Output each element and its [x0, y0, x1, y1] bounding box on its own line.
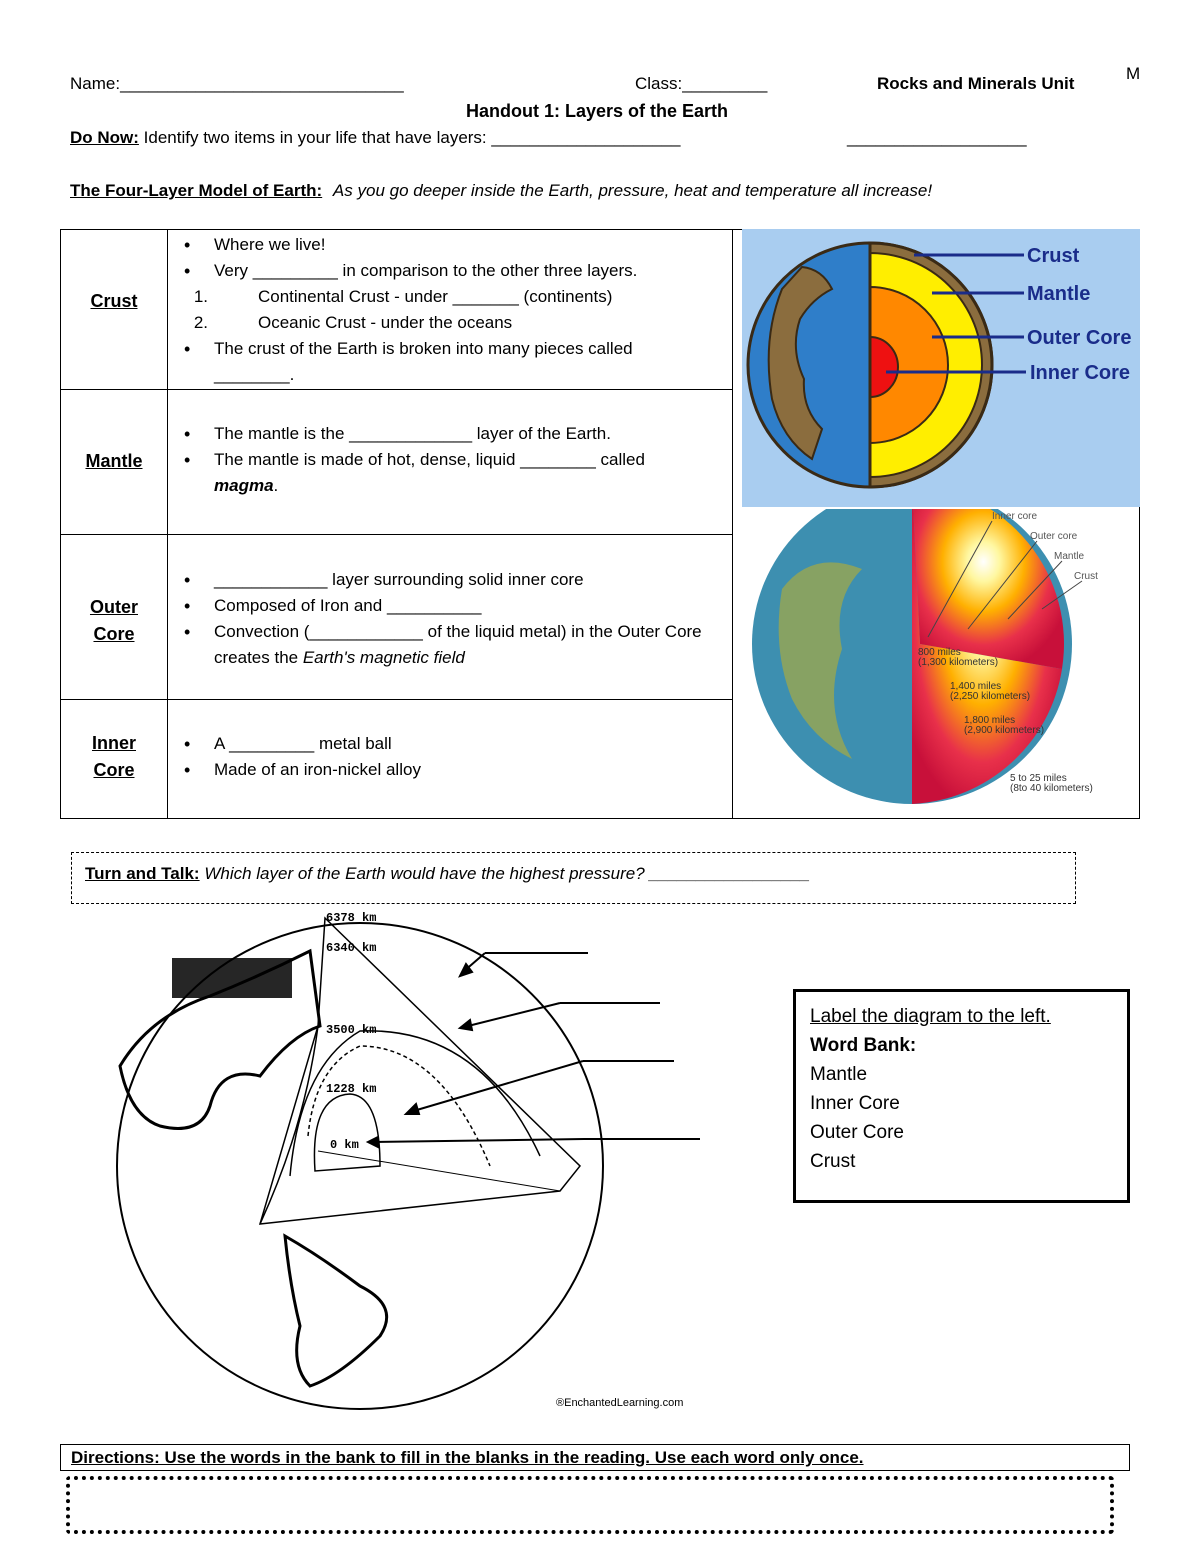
- row-label-mantle: Mantle: [85, 451, 143, 471]
- list-item[interactable]: • The mantle is the _____________ layer of the Earth.: [176, 421, 716, 447]
- list-item[interactable]: [176, 447, 669, 499]
- cutaway-outline: [260, 918, 580, 1224]
- depth-label: 5 to 25 miles: [1010, 773, 1067, 784]
- earth-layers-diagram: [742, 229, 1140, 507]
- label-inner-core: Inner core: [992, 511, 1038, 522]
- corner-mark: M: [1126, 64, 1141, 83]
- list-item-text: Convection (____________ of the liquid metal) in the Outer Core creates the: [214, 622, 702, 667]
- pointer-arrow: [410, 1061, 583, 1112]
- depth-label: (2,900 kilometers): [964, 725, 1045, 736]
- word-bank: [793, 989, 1130, 1203]
- table-divider: [61, 699, 732, 700]
- label-crust: Crust: [1074, 571, 1098, 582]
- label-line: Core: [93, 760, 135, 780]
- word-bank-item: Crust: [810, 1151, 856, 1172]
- list-item: • Made of an iron-nickel alloy: [176, 757, 716, 783]
- crust-notes: [176, 232, 716, 388]
- radius-line: [318, 1151, 560, 1191]
- list-item-text: Oceanic Crust - under the oceans: [258, 313, 513, 332]
- radius-label: 3500 km: [326, 1023, 377, 1037]
- word-bank-item: Outer Core: [810, 1122, 904, 1143]
- radius-label: 0 km: [330, 1138, 359, 1152]
- model-label: The Four-Layer Model of Earth:: [70, 181, 323, 200]
- depth-label: (2,250 kilometers): [950, 691, 1031, 702]
- word-bank-instruction: Label the diagram to the left.: [810, 1006, 1051, 1027]
- row-label-inner-core: [61, 730, 167, 784]
- do-now-text[interactable]: Identify two items in your life that have layers: ____________________: [143, 128, 681, 147]
- list-item[interactable]: • Very _________ in comparison to the other three layers.: [176, 258, 716, 284]
- islands-shape: [172, 958, 292, 998]
- word-bank-title: Word Bank:: [810, 1035, 917, 1056]
- list-item: 2. Oceanic Crust - under the oceans: [176, 310, 716, 336]
- table-divider: [61, 534, 732, 535]
- word-bank-item: Mantle: [810, 1064, 868, 1085]
- label-crust: Crust: [1027, 245, 1080, 267]
- unit-title: Rocks and Minerals Unit: [877, 74, 1075, 93]
- mantle-notes: [176, 421, 716, 499]
- model-text: As you go deeper inside the Earth, pressure, heat and temperature all increase!: [332, 181, 933, 200]
- south-america-outline: [285, 1236, 387, 1386]
- word-bank-item: Inner Core: [810, 1093, 900, 1114]
- outer-core-notes: [176, 567, 716, 671]
- depth-label: 1,800 miles: [964, 715, 1016, 726]
- arrowhead-icon: [406, 1104, 419, 1114]
- turn-and-talk-box: [71, 852, 1076, 904]
- label-mantle: Mantle: [1027, 283, 1091, 305]
- inner-core-notes: [176, 731, 716, 783]
- magnetic-field-term: Earth's magnetic field: [302, 648, 465, 667]
- list-item[interactable]: 1. Continental Crust - under _______ (continents): [176, 284, 716, 310]
- label-mantle: Mantle: [1054, 551, 1085, 562]
- row-label-crust: Crust: [90, 291, 138, 311]
- label-line: Outer: [89, 597, 138, 617]
- arrowhead-icon: [368, 1137, 378, 1147]
- do-now-blank-2[interactable]: ___________________: [847, 128, 1027, 147]
- list-item: • Where we live!: [176, 232, 716, 258]
- depth-label: (8to 40 kilometers): [1010, 783, 1093, 794]
- labeling-diagram: [60, 906, 720, 1416]
- turn-talk-label: Turn and Talk:: [85, 864, 200, 883]
- table-divider: [61, 389, 732, 390]
- turn-talk-question: Which layer of the Earth would have the highest pressure? _________________: [204, 864, 811, 883]
- list-item[interactable]: • Composed of Iron and __________: [176, 593, 716, 619]
- depth-label: 800 miles: [918, 647, 961, 658]
- turn-and-talk[interactable]: [85, 864, 810, 884]
- depth-label: 1,400 miles: [950, 681, 1002, 692]
- list-item-text: Continental Crust - under _______ (continents): [258, 287, 613, 306]
- class-field[interactable]: Class:_________: [635, 74, 768, 93]
- label-inner-core: Inner Core: [1030, 362, 1131, 384]
- answer-word-box[interactable]: [66, 1476, 1114, 1534]
- earth-cutaway-photo: [742, 509, 1139, 814]
- list-item[interactable]: • ____________ layer surrounding solid inner core: [176, 567, 716, 593]
- do-now-label: Do Now:: [70, 128, 139, 147]
- pointer-arrow: [464, 1003, 560, 1027]
- table-divider: [732, 230, 733, 818]
- magma-term: magma: [214, 476, 274, 495]
- label-line: Inner: [91, 733, 136, 753]
- radius-label: 6378 km: [326, 911, 377, 925]
- do-now: [70, 128, 680, 148]
- label-line: Core: [93, 624, 135, 644]
- list-item[interactable]: [176, 619, 704, 671]
- depth-label: (1,300 kilometers): [918, 657, 999, 668]
- radius-label: 1228 km: [326, 1082, 377, 1096]
- table-divider: [167, 230, 168, 818]
- radius-label: 6340 km: [326, 941, 377, 955]
- directions: Directions: Use the words in the bank to fill in the blanks in the reading. Use each word only once.: [60, 1444, 1130, 1471]
- name-field[interactable]: Name:______________________________: [70, 74, 404, 93]
- list-item[interactable]: • The crust of the Earth is broken into many pieces called ________.: [176, 336, 704, 388]
- list-item[interactable]: • A _________ metal ball: [176, 731, 716, 757]
- credit-text: ®EnchantedLearning.com: [556, 1397, 684, 1409]
- list-item-text: .: [273, 476, 279, 495]
- label-outer-core: Outer core: [1030, 531, 1078, 542]
- label-outer-core: Outer Core: [1027, 327, 1132, 349]
- row-label-outer-core: [61, 594, 167, 648]
- pointer-arrow: [374, 1139, 584, 1142]
- handout-title: Handout 1: Layers of the Earth: [466, 101, 729, 121]
- list-item-text: The mantle is made of hot, dense, liquid ________ called: [214, 450, 645, 469]
- arrowhead-icon: [460, 1020, 472, 1030]
- four-layer-model: [70, 181, 932, 201]
